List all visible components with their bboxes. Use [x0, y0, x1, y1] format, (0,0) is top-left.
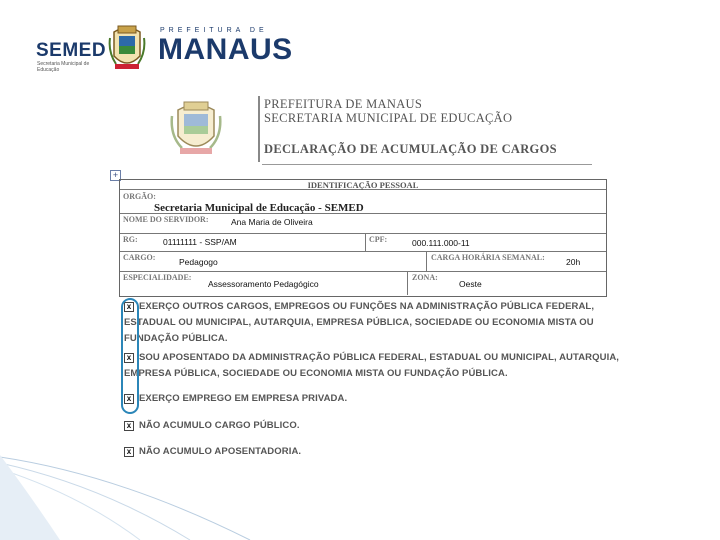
semed-subtitle: Secretaria Municipal de Educação: [37, 61, 90, 73]
city-crest-icon: [108, 22, 146, 74]
document-crest-icon: [168, 96, 224, 160]
prefeitura-small-text: PREFEITURA DE: [160, 27, 268, 34]
nome-label: NOME DO SERVIDOR:: [123, 215, 209, 224]
nome-row: [120, 214, 606, 234]
especialidade-zona-divider: [407, 272, 408, 295]
title-divider: [262, 164, 592, 165]
expand-icon[interactable]: +: [110, 170, 121, 181]
cpf-value[interactable]: 000.111.000-11: [412, 238, 470, 248]
rg-label: RG:: [123, 235, 138, 244]
orgao-label: ORGÃO:: [123, 192, 156, 201]
option-nao-acumulo-cargo: [124, 418, 300, 434]
rg-value[interactable]: 01111111 - SSP/AM: [163, 237, 237, 247]
option-emprego-privado: [124, 391, 347, 407]
header-separator: [258, 96, 260, 162]
cargo-value[interactable]: Pedagogo: [179, 257, 218, 267]
checkbox-option-4[interactable]: x: [124, 421, 134, 431]
option-1-line-2: ESTADUAL OU MUNICIPAL, AUTARQUIA, EMPRESA PÚBLICA, SOCIEDADE OU ECONOMIA MISTA OU: [124, 317, 594, 328]
option-sou-aposentado: [124, 350, 619, 382]
semed-logo-text: SEMED: [36, 40, 107, 61]
document-header-line-1: PREFEITURA DE MANAUS: [264, 97, 423, 111]
rg-cpf-divider: [365, 234, 366, 251]
option-4-line-1: NÃO ACUMULO CARGO PÚBLICO.: [139, 420, 300, 431]
bottom-decoration: [0, 455, 720, 540]
identification-form: [119, 179, 607, 297]
option-5-line-1: NÃO ACUMULO APOSENTADORIA.: [139, 446, 302, 457]
option-2-line-1: SOU APOSENTADO DA ADMINISTRAÇÃO PÚBLICA FEDERAL, ESTADUAL OU MUNICIPAL, AUTARQUIA,: [139, 352, 620, 363]
carga-value[interactable]: 20h: [566, 257, 581, 267]
option-exerco-outros-cargos: [124, 299, 594, 347]
option-1-line-3: FUNDAÇÃO PÚBLICA.: [124, 333, 228, 344]
option-1-line-1: EXERÇO OUTROS CARGOS, EMPREGOS OU FUNÇÕES NA ADMINISTRAÇÃO PÚBLICA FEDERAL,: [139, 301, 595, 312]
cpf-label: CPF:: [369, 235, 388, 244]
orgao-value: Secretaria Municipal de Educação - SEMED: [154, 202, 364, 214]
document-title: DECLARAÇÃO DE ACUMULAÇÃO DE CARGOS: [264, 142, 557, 156]
carga-label: CARGA HORÁRIA SEMANAL:: [431, 253, 545, 262]
document-header-line-2: SECRETARIA MUNICIPAL DE EDUCAÇÃO: [264, 111, 513, 125]
especialidade-label: ESPECIALIDADE:: [123, 273, 192, 282]
section-title: IDENTIFICAÇÃO PESSOAL: [120, 180, 606, 190]
cargo-carga-divider: [426, 252, 427, 271]
manaus-logo-text: MANAUS: [158, 33, 293, 66]
highlight-oval: [121, 298, 139, 414]
cargo-label: CARGO:: [123, 253, 156, 262]
option-2-line-2: EMPRESA PÚBLICA, SOCIEDADE OU ECONOMIA MISTA OU FUNDAÇÃO PÚBLICA.: [124, 368, 508, 379]
checkbox-option-3[interactable]: x: [124, 394, 134, 404]
cargo-row: [120, 252, 606, 272]
zona-label: ZONA:: [412, 273, 438, 282]
checkbox-option-1[interactable]: x: [124, 302, 134, 312]
especialidade-row: [120, 272, 606, 295]
checkbox-option-2[interactable]: x: [124, 353, 134, 363]
option-3-line-1: EXERÇO EMPREGO EM EMPRESA PRIVADA.: [139, 393, 348, 404]
nome-value[interactable]: Ana Maria de Oliveira: [231, 217, 313, 227]
checkbox-option-5[interactable]: x: [124, 447, 134, 457]
especialidade-value[interactable]: Assessoramento Pedagógico: [208, 279, 319, 289]
rg-cpf-row: [120, 234, 606, 252]
zona-value[interactable]: Oeste: [459, 279, 482, 289]
